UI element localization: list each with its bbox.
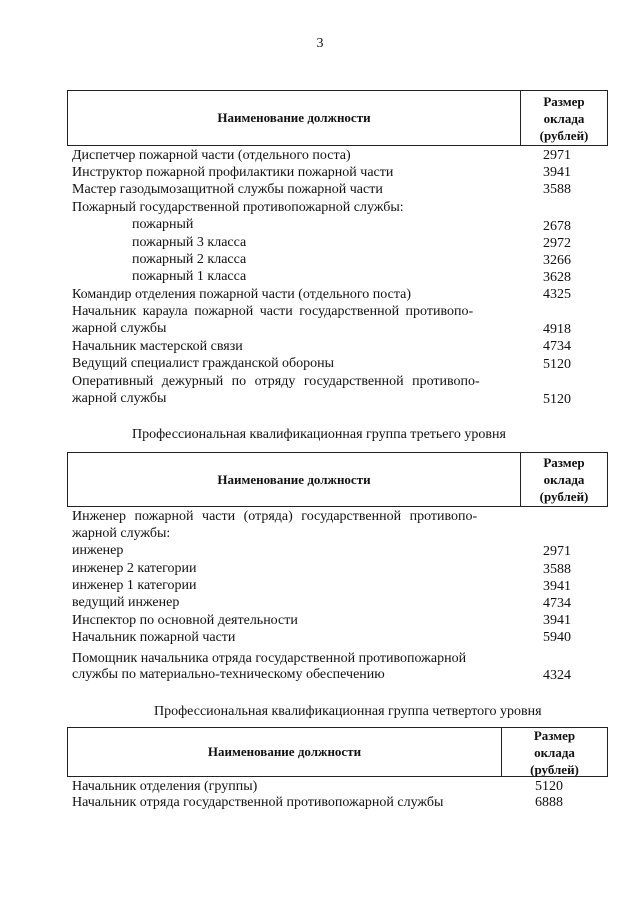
table-row-value: 2972 bbox=[543, 236, 571, 251]
table-row: пожарный bbox=[132, 217, 194, 232]
table-row-value: 2971 bbox=[543, 148, 571, 163]
header-size-line3: (рублей) bbox=[539, 489, 589, 504]
table-row: Инженер пожарной части (отряда) государственной противопо- bbox=[72, 509, 478, 524]
table-row-value: 4324 bbox=[543, 668, 571, 683]
table-row-value: 3941 bbox=[543, 579, 571, 594]
header-size-line3: (рублей) bbox=[530, 761, 579, 777]
table-row: Оперативный дежурный по отряду государственной противопо- bbox=[72, 374, 480, 389]
table-row-value: 3588 bbox=[543, 182, 571, 197]
table-row: Начальник караула пожарной части государственной противопо- bbox=[72, 304, 474, 319]
table-row-value: 4325 bbox=[543, 287, 571, 302]
table-row: пожарный 2 класса bbox=[132, 252, 247, 267]
table2-header bbox=[67, 452, 608, 507]
table-row: Помощник начальника отряда государственной противопожарной bbox=[72, 651, 467, 666]
table2-header-size bbox=[521, 453, 607, 506]
table-row: жарной службы bbox=[72, 321, 167, 336]
table-row: Инспектор по основной деятельности bbox=[72, 613, 298, 628]
table-row: Начальник мастерской связи bbox=[72, 339, 243, 354]
table-row: Начальник отделения (группы) bbox=[72, 779, 258, 794]
table-row: Мастер газодымозащитной службы пожарной части bbox=[72, 182, 383, 197]
section-title-level3: Профессиональная квалификационная группа третьего уровня bbox=[132, 427, 506, 442]
table-row: пожарный 3 класса bbox=[132, 235, 247, 250]
table1-header bbox=[67, 90, 608, 146]
table-row-value: 4918 bbox=[543, 322, 571, 337]
table-row: Пожарный государственной противопожарной службы: bbox=[72, 200, 404, 215]
table3-header bbox=[67, 727, 608, 777]
table-row-value: 5940 bbox=[543, 630, 571, 645]
table-row: Командир отделения пожарной части (отдельного поста) bbox=[72, 287, 411, 302]
table-row-value: 3266 bbox=[543, 253, 571, 268]
table-row-value: 2971 bbox=[543, 544, 571, 559]
table-row: ведущий инженер bbox=[72, 595, 180, 610]
table-row-value: 4734 bbox=[543, 339, 571, 354]
table-row-value: 5120 bbox=[535, 779, 563, 794]
table-row-value: 5120 bbox=[543, 392, 571, 407]
header-size-line2: оклада bbox=[543, 472, 585, 487]
header-size-line2: оклада bbox=[534, 744, 575, 760]
table-row-value: 2678 bbox=[543, 219, 571, 234]
table-row-value: 3588 bbox=[543, 562, 571, 577]
table-row-value: 3941 bbox=[543, 613, 571, 628]
page-number: 3 bbox=[316, 36, 324, 51]
table-row: Инструктор пожарной профилактики пожарной части bbox=[72, 165, 394, 180]
table1-header-size bbox=[521, 91, 607, 145]
table-row: жарной службы bbox=[72, 391, 167, 406]
header-size-line2: оклада bbox=[543, 110, 585, 126]
table2-header-name: Наименование должности bbox=[68, 453, 521, 506]
table3-header-name: Наименование должности bbox=[68, 728, 502, 776]
table1-header-name: Наименование должности bbox=[68, 91, 521, 145]
header-size-line1: Размер bbox=[543, 93, 585, 109]
table-row: пожарный 1 класса bbox=[132, 269, 247, 284]
header-size-line1: Размер bbox=[543, 455, 585, 470]
header-size-line1: Размер bbox=[533, 727, 576, 743]
table-row-value: 4734 bbox=[543, 596, 571, 611]
table-row: Начальник пожарной части bbox=[72, 630, 236, 645]
section-title-level4: Профессиональная квалификационная группа четвертого уровня bbox=[154, 704, 542, 719]
table-row: Диспетчер пожарной части (отдельного поста) bbox=[72, 148, 351, 163]
table-row: инженер 2 категории bbox=[72, 561, 197, 576]
table-row: инженер 1 категории bbox=[72, 578, 197, 593]
table-row: службы по материально-техническому обеспечению bbox=[72, 667, 385, 682]
table-row: Ведущий специалист гражданской обороны bbox=[72, 356, 335, 371]
table-row-value: 3628 bbox=[543, 270, 571, 285]
table-row-value: 6888 bbox=[535, 795, 563, 810]
table-row: жарной службы: bbox=[72, 526, 171, 541]
table-row-value: 3941 bbox=[543, 165, 571, 180]
table-row: Начальник отряда государственной противопожарной службы bbox=[72, 795, 444, 810]
table-row-value: 5120 bbox=[543, 357, 571, 372]
table3-header-size bbox=[502, 728, 607, 776]
table-row: инженер bbox=[72, 543, 124, 558]
header-size-line3: (рублей) bbox=[539, 127, 589, 143]
